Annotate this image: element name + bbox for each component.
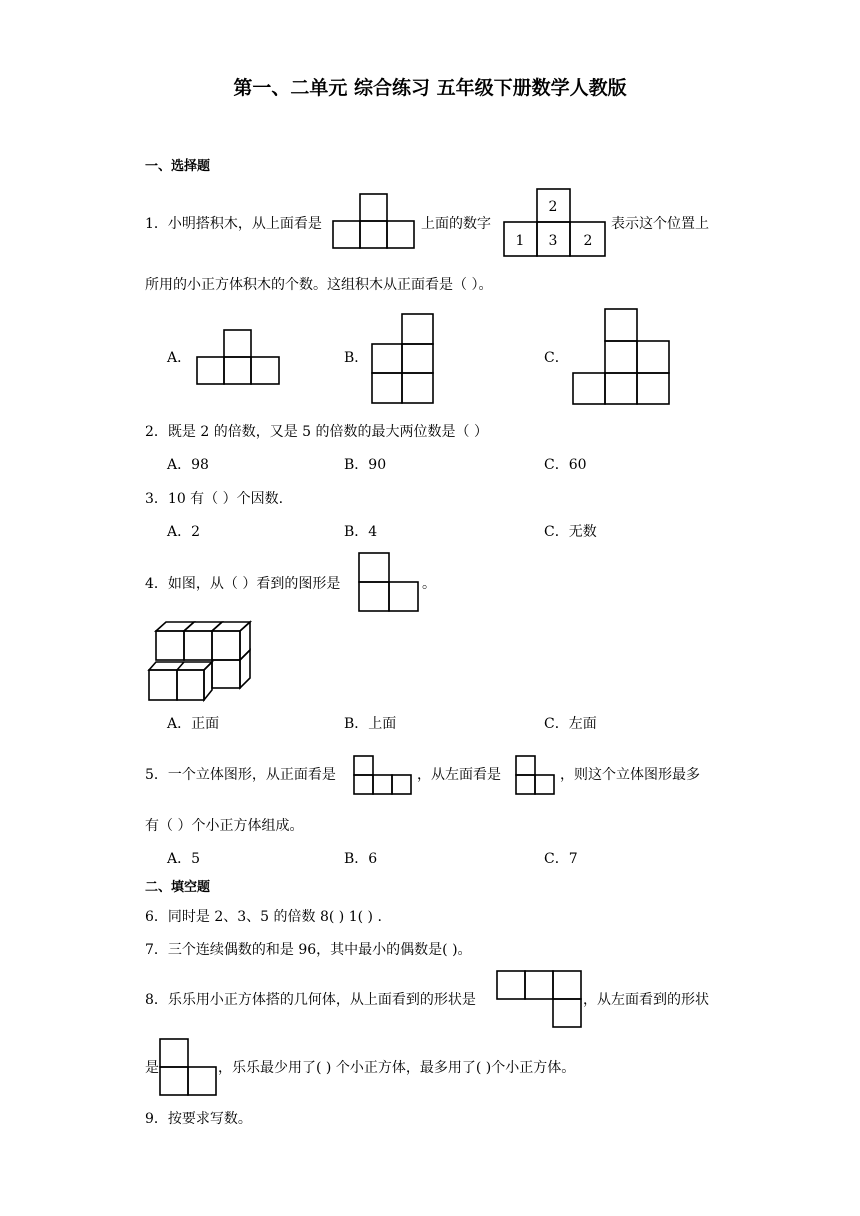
q4-view-figure [358,552,420,613]
q4-option-c[interactable]: C．左面 [544,716,597,732]
q4-cube-stack-figure [146,620,256,706]
section-heading-fill: 二、填空题 [145,880,211,895]
q4-text-part2: 。 [422,576,436,592]
q5-front-view-figure [353,755,414,796]
q2-option-b[interactable]: B．90 [344,457,387,473]
q8-text-line2a: 是 [145,1060,159,1076]
question-6-text: 6．同时是 2、3、5 的倍数 8( ) 1( ) . [145,909,382,925]
q1-grid-number-top: 2 [548,199,558,215]
question-9-text: 9．按要求写数。 [145,1111,252,1127]
page-title: 第一、二单元 综合练习 五年级下册数学人教版 [233,77,627,99]
q1-text-part2: 上面的数字 [421,216,491,232]
q5-option-b[interactable]: B．6 [344,851,378,867]
q1-option-b-figure [371,313,435,405]
q1-grid-number-middle: 3 [548,233,558,249]
q8-text-line2b: ，乐乐最少用了( ) 个小正方体，最多用了( )个小正方体。 [218,1060,576,1076]
q3-option-b[interactable]: B．4 [344,524,378,540]
q1-option-a-figure [196,329,281,385]
q4-option-a[interactable]: A．正面 [167,716,220,732]
q1-option-c-figure [572,308,671,406]
q5-left-view-figure [515,755,557,796]
q2-option-a[interactable]: A．98 [167,457,209,473]
q1-text-part3: 表示这个位置上 [611,216,709,232]
question-7-text: 7．三个连续偶数的和是 96，其中最小的偶数是( )。 [145,942,472,958]
q5-text-line2: 有（ ）个小正方体组成。 [145,818,304,834]
q1-grid-number-left: 1 [515,233,525,249]
q1-grid-number-right: 2 [583,233,593,249]
q3-text: 3．10 有（ ）个因数. [145,491,284,507]
q1-text-line2: 所用的小正方体积木的个数。这组积木从正面看是（ ）。 [145,277,493,293]
q1-text-part1: 1．小明搭积木，从上面看是 [145,216,322,232]
q5-text-part1: 5．一个立体图形，从正面看是 [145,767,336,783]
q5-text-part3: ，则这个立体图形最多 [560,767,700,783]
q3-option-a[interactable]: A．2 [167,524,201,540]
section-heading-choice: 一、选择题 [145,159,211,174]
q2-option-c[interactable]: C．60 [544,457,587,473]
q8-left-view-figure [159,1038,217,1096]
q8-top-view-figure [496,970,582,1029]
q4-text-part1: 4．如图，从（ ）看到的图形是 [145,576,341,592]
q1-option-a-label[interactable]: A． [167,350,192,366]
q1-option-c-label[interactable]: C． [544,350,569,366]
q1-number-grid-figure [503,188,607,258]
q5-text-part2: ，从左面看是 [417,767,501,783]
q3-option-c[interactable]: C．无数 [544,524,597,540]
q1-top-view-figure [332,193,416,249]
q4-option-b[interactable]: B．上面 [344,716,397,732]
q8-text-part2: ，从左面看到的形状 [583,992,709,1008]
q5-option-a[interactable]: A．5 [167,851,201,867]
q5-option-c[interactable]: C．7 [544,851,578,867]
q2-text: 2．既是 2 的倍数，又是 5 的倍数的最大两位数是（ ） [145,424,488,440]
q1-option-b-label[interactable]: B． [344,350,369,366]
q8-text-part1: 8．乐乐用小正方体搭的几何体，从上面看到的形状是 [145,992,476,1008]
